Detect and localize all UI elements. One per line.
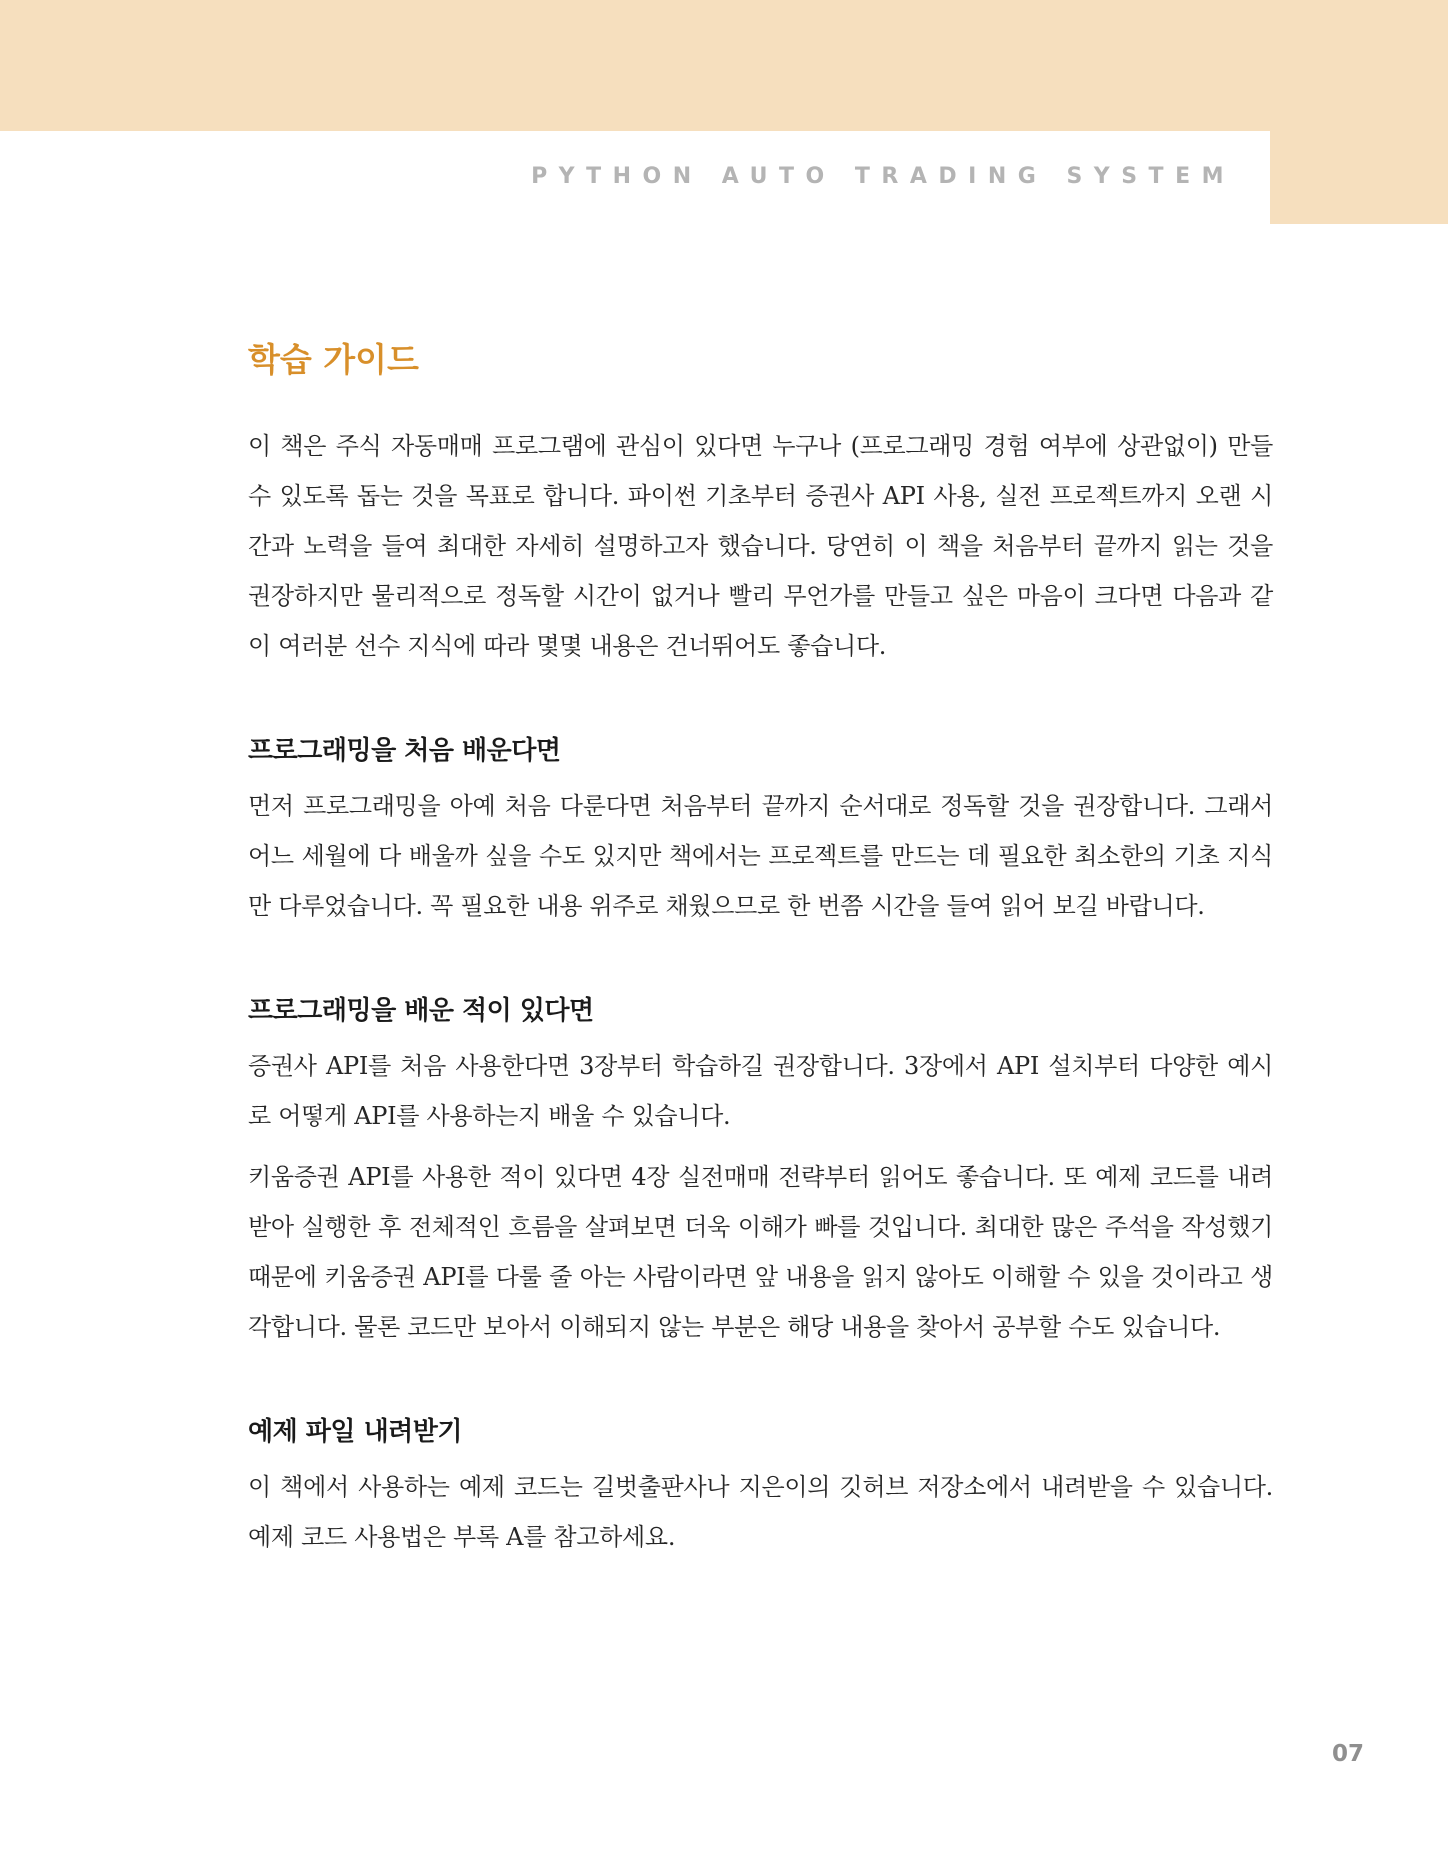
section-heading-experienced: 프로그래밍을 배운 적이 있다면 <box>248 996 594 1026</box>
section-heading-download: 예제 파일 내려받기 <box>248 1417 463 1447</box>
page-title: 학습 가이드 <box>248 340 419 379</box>
section-paragraph: 먼저 프로그래밍을 아예 처음 다룬다면 처음부터 끝까지 순서대로 정독할 것을 권장합니다. 그래서 어느 세월에 다 배울까 싶을 수도 있지만 책에서는 프로젝트를 만드는 데 필요한 최소한의 기초 지식만 다루었습니다. 꼭 필요한 내용 위주로 채웠으므로 한 번쯤 시간을 들여 읽어 보길 바랍니다. <box>248 792 1273 920</box>
section-heading-beginner: 프로그래밍을 처음 배운다면 <box>248 736 561 766</box>
section-paragraph: 키움증권 API를 사용한 적이 있다면 4장 실전매매 전략부터 읽어도 좋습니다. 또 예제 코드를 내려받아 실행한 후 전체적인 흐름을 살펴보면 더욱 이해가 빠를 것입니다. 최대한 많은 주석을 작성했기 때문에 키움증권 API를 다룰 줄 아는 사람이라면 앞 내용을 읽지 않아도 이해할 수 있을 것이라고 생각합니다. 물론 코드만 보아서 이해되지 않는 부분은 해당 내용을 찾아서 공부할 수도 있습니다. <box>248 1163 1273 1341</box>
page-number: 07 <box>1332 1741 1365 1767</box>
section-paragraph: 증권사 API를 처음 사용한다면 3장부터 학습하길 권장합니다. 3장에서 API 설치부터 다양한 예시로 어떻게 API를 사용하는지 배울 수 있습니다. <box>248 1052 1273 1130</box>
running-head: PYTHON AUTO TRADING SYSTEM <box>531 164 1235 189</box>
page-content <box>248 335 1273 1562</box>
intro-paragraph: 이 책은 주식 자동매매 프로그램에 관심이 있다면 누구나 (프로그래밍 경험 여부에 상관없이) 만들 수 있도록 돕는 것을 목표로 합니다. 파이썬 기초부터 증권사 API 사용, 실전 프로젝트까지 오랜 시간과 노력을 들여 최대한 자세히 설명하고자 했습니다. 당연히 이 책을 처음부터 끝까지 읽는 것을 권장하지만 물리적으로 정독할 시간이 없거나 빨리 무언가를 만들고 싶은 마음이 크다면 다음과 같이 여러분 선수 지식에 따라 몇몇 내용은 건너뛰어도 좋습니다. <box>248 432 1273 660</box>
header-band <box>0 0 1448 131</box>
header-tab <box>1270 131 1448 224</box>
section-paragraph: 이 책에서 사용하는 예제 코드는 길벗출판사나 지은이의 깃허브 저장소에서 내려받을 수 있습니다. 예제 코드 사용법은 부록 A를 참고하세요. <box>248 1473 1273 1551</box>
